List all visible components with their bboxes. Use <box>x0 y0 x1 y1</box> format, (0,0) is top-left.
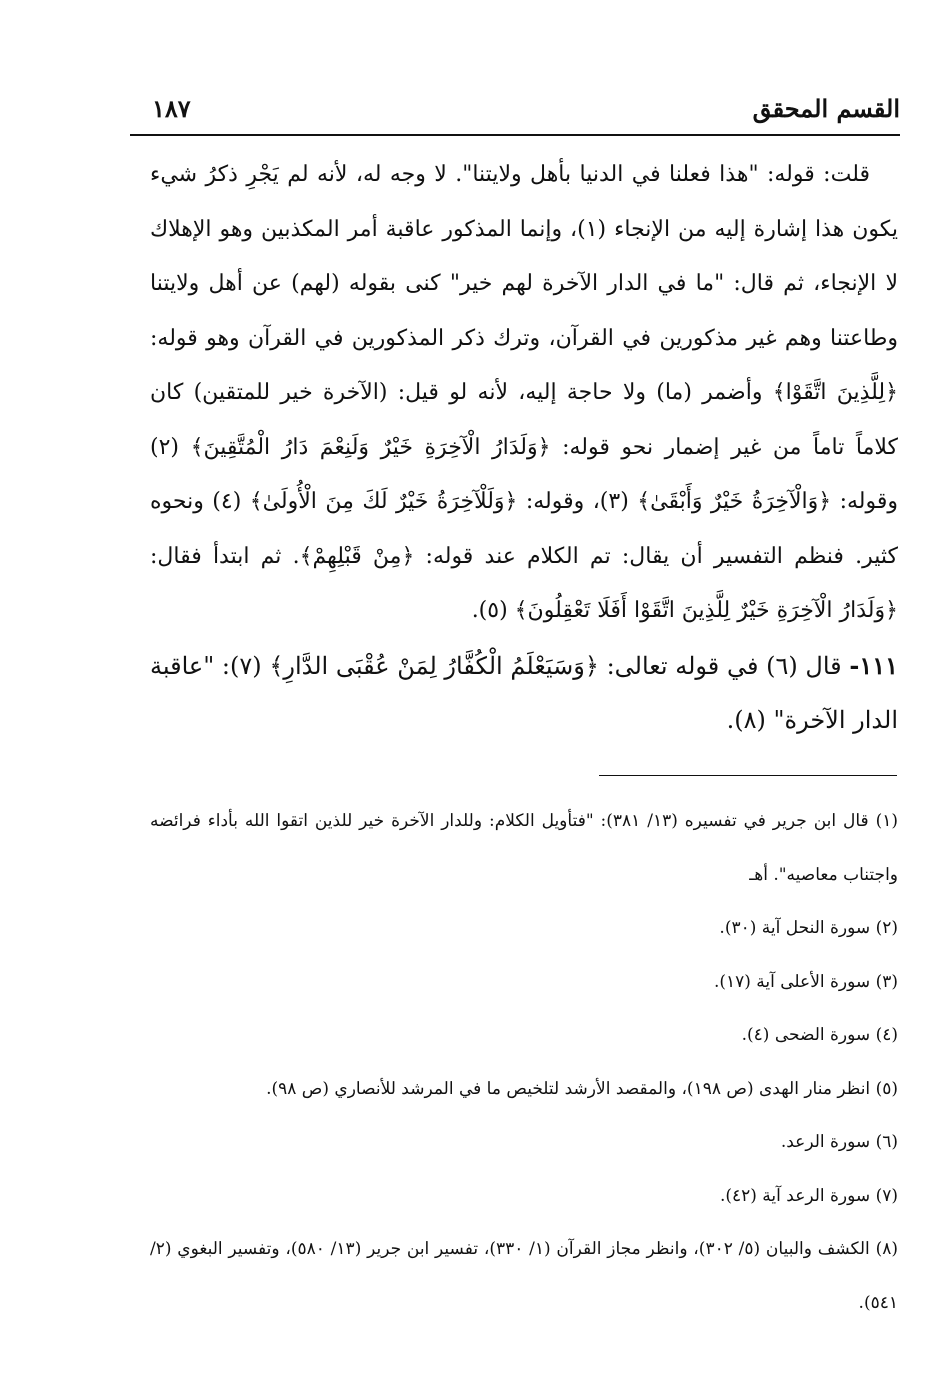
footnote-number: (٢) <box>875 918 898 938</box>
footnote-text: انظر منار الهدى (ص ١٩٨)، والمقصد الأرشد لتلخيص ما في المرشد للأنصاري (ص ٩٨). <box>266 1078 871 1099</box>
footnotes <box>150 795 898 1330</box>
footnote-number: (٨) <box>875 1239 898 1259</box>
body-paragraph: قلت: قوله: "هذا فعلنا في الدنيا بأهل ولايتنا". لا وجه له، لأنه لم يَجْرِ ذكرُ شيء يكون هذا إشارة إليه من الإنجاء (١)، وإنما المذكور عاقبة أمر المكذبين وهو الإهلاك لا الإنجاء، ثم قال: "ما في الدار الآخرة لهم خير" كنى بقوله (لهم) عن أهل ولايتنا وطاعتنا وهم غير مذكورين في القرآن، وترك ذكر المذكورين في القرآن وهو قوله: ﴿لِلَّذِينَ اتَّقَوْا﴾ وأضمر (ما) ولا حاجة إليه، لأنه لو قيل: (الآخرة خير للمتقين) كان كلاماً تاماً من غير إضمار نحو قوله: ﴿وَلَدَارُ الْآخِرَةِ خَيْرٌ وَلَنِعْمَ دَارُ الْمُتَّقِينَ﴾ (٢) وقوله: ﴿وَالْآخِرَةُ خَيْرٌ وَأَبْقَىٰ﴾ (٣)، وقوله: ﴿وَلَلْآخِرَةُ خَيْرٌ لَكَ مِنَ الْأُولَىٰ﴾ (٤) ونحوه كثير. فنظم التفسير أن يقال: تم الكلام عند قوله: ﴿مِنْ قَبْلِهِمْ﴾. ثم ابتدأ فقال: ﴿وَلَدَارُ الْآخِرَةِ خَيْرٌ لِلَّذِينَ اتَّقَوْا أَفَلَا تَعْقِلُونَ﴾ (٥). <box>150 162 898 623</box>
footnote-text: سورة الرعد آية (٤٢). <box>719 1185 871 1206</box>
footnote-6 <box>150 1116 898 1170</box>
page-number: ١٨٧ <box>152 94 191 123</box>
footnote-3 <box>150 956 898 1010</box>
main-text <box>150 148 898 748</box>
footnote-number: (٦) <box>875 1132 898 1152</box>
footnote-number: (٣) <box>875 971 898 992</box>
section-title: القسم المحقق <box>752 94 900 123</box>
footnote-text: سورة الضحى (٤). <box>741 1025 871 1045</box>
entry-number: ١١١- <box>849 650 898 680</box>
footnote-text: سورة الأعلى آية (١٧). <box>713 971 871 992</box>
footnote-number: (٥) <box>875 1078 898 1099</box>
page-header <box>130 88 900 136</box>
footnote-text: سورة الرعد. <box>780 1132 871 1152</box>
entry-paragraph <box>150 639 898 748</box>
footnote-text: سورة النحل آية (٣٠). <box>719 918 871 938</box>
footnote-text: الكشف والبيان (٥/ ٣٠٢)، وانظر مجاز القرآن (١/ ٣٣٠)، تفسير ابن جرير (١٣/ ٥٨٠)، وتفسير البغوي (٢/ ٥٤١). <box>150 1239 898 1313</box>
footnote-separator <box>599 775 897 776</box>
footnote-number: (١) <box>875 811 899 831</box>
footnote-7 <box>150 1170 898 1224</box>
footnote-8 <box>150 1223 898 1330</box>
footnote-number: (٤) <box>875 1025 898 1045</box>
footnote-number: (٧) <box>875 1185 898 1206</box>
footnote-2 <box>150 902 898 956</box>
footnote-1 <box>150 795 898 902</box>
entry-text: قال (٦) في قوله تعالى: ﴿وَسَيَعْلَمُ الْكُفَّارُ لِمَنْ عُقْبَى الدَّارِ﴾ (٧): "عاقبة الدار الآخرة" (٨). <box>150 651 898 734</box>
footnote-4 <box>150 1009 898 1063</box>
footnote-5 <box>150 1063 898 1117</box>
footnote-text: قال ابن جرير في تفسيره (١٣/ ٣٨١): "فتأويل الكلام: وللدار الآخرة خير للذين اتقوا الله بأداء فرائضه واجتناب معاصيه". أهـ <box>150 811 898 885</box>
